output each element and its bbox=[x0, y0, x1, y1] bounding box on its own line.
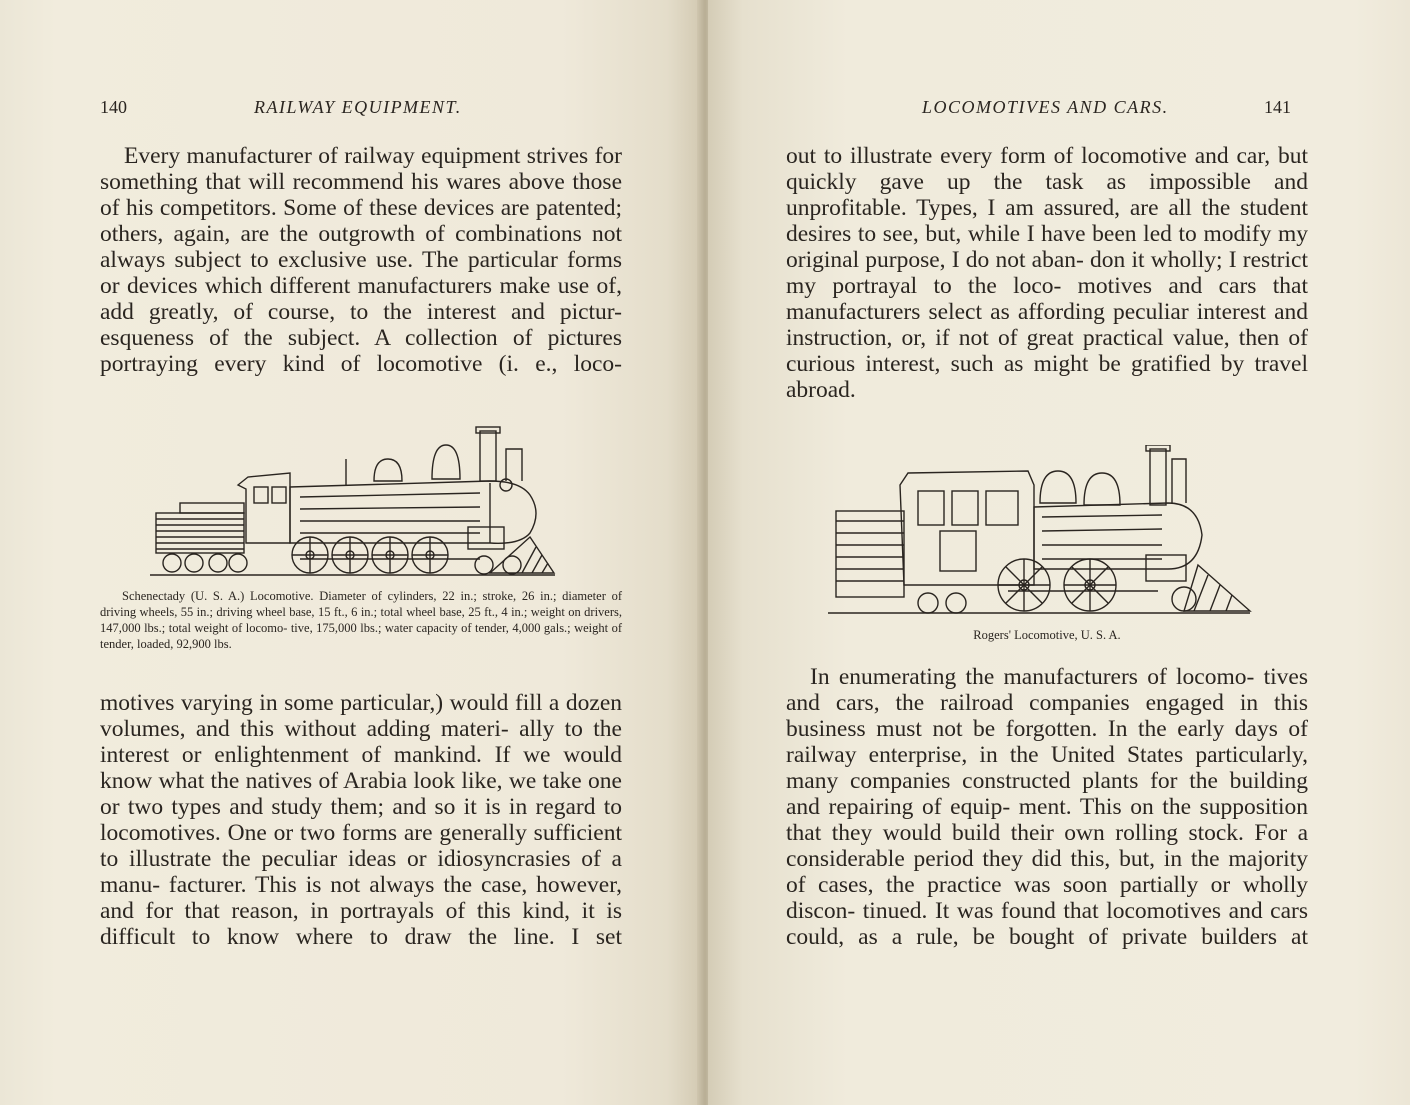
schenectady-locomotive-illustration bbox=[150, 425, 560, 583]
figure-caption: Schenectady (U. S. A.) Locomotive. Diameter of cylinders, 22 in.; stroke, 26 in.; diameter of driving wheels, 55 in.; driving wheel base, 15 ft., 6 in.; total wheel base, 25 ft., 4 in.; weight on drivers, 147,000 lbs.; total weight of locomo- tive, 175,000 lbs.; water capacity of tender, 4,000 gals.; weight of tender, loaded, 92,900 lbs. bbox=[100, 589, 622, 651]
right-page bbox=[708, 0, 1410, 1105]
left-page bbox=[0, 0, 702, 1105]
body-paragraph: In enumerating the manufacturers of locomo- tives and cars, the railroad companies engaged in this business must not be forgotten. In the early days of railway enterprise, in the United States particularly, many companies constructed plants for the building and repairing of equip- ment. This on the supposition that they would build their own rolling stock. For a considerable period they did this, but, in the majority of cases, the practice was soon partially or wholly discon- tinued. It was found that locomotives and cars could, as a rule, be bought of private builders at bbox=[786, 664, 1308, 950]
body-paragraph: out to illustrate every form of locomotive and car, but quickly gave up the task as impossible and unprofitable. Types, I am assured, are all the student desires to see, but, while I have been led to modify my original purpose, I do not aban- don it wholly; I restrict my portrayal to the loco- motives and cars that manufacturers select as affording peculiar interest and instruction, or, if not of great practical value, then of curious interest, such as might be gratified by travel abroad. bbox=[786, 143, 1308, 403]
running-head: LOCOMOTIVES AND CARS. bbox=[922, 97, 1169, 117]
running-head: RAILWAY EQUIPMENT. bbox=[254, 97, 462, 117]
page-number: 141 bbox=[1264, 97, 1291, 117]
figure-caption: Rogers' Locomotive, U. S. A. bbox=[973, 628, 1121, 642]
body-paragraph: motives varying in some particular,) would fill a dozen volumes, and this without adding materi- ally to the interest or enlightenment of mankind. If we would know what the natives of Arabia look like, we take one or two types and study them; and so it is in regard to locomotives. One or two forms are generally sufficient to illustrate the peculiar ideas or idiosyncrasies of a manu- facturer. This is not always the case, however, and for that reason, in portrayals of this kind, it is difficult to know where to draw the line. I set bbox=[100, 690, 622, 950]
rogers-locomotive-illustration bbox=[828, 445, 1253, 620]
page-number: 140 bbox=[100, 97, 127, 117]
body-paragraph: Every manufacturer of railway equipment strives for something that will recommend his wares above those of his competitors. Some of these devices are patented; others, again, are the outgrowth of combinations not always subject to exclusive use. The particular forms or devices which different manufacturers make use of, add greatly, of course, to the interest and pictur- esqueness of the subject. A collection of pictures portraying every kind of locomotive (i. e., loco- bbox=[100, 143, 622, 377]
